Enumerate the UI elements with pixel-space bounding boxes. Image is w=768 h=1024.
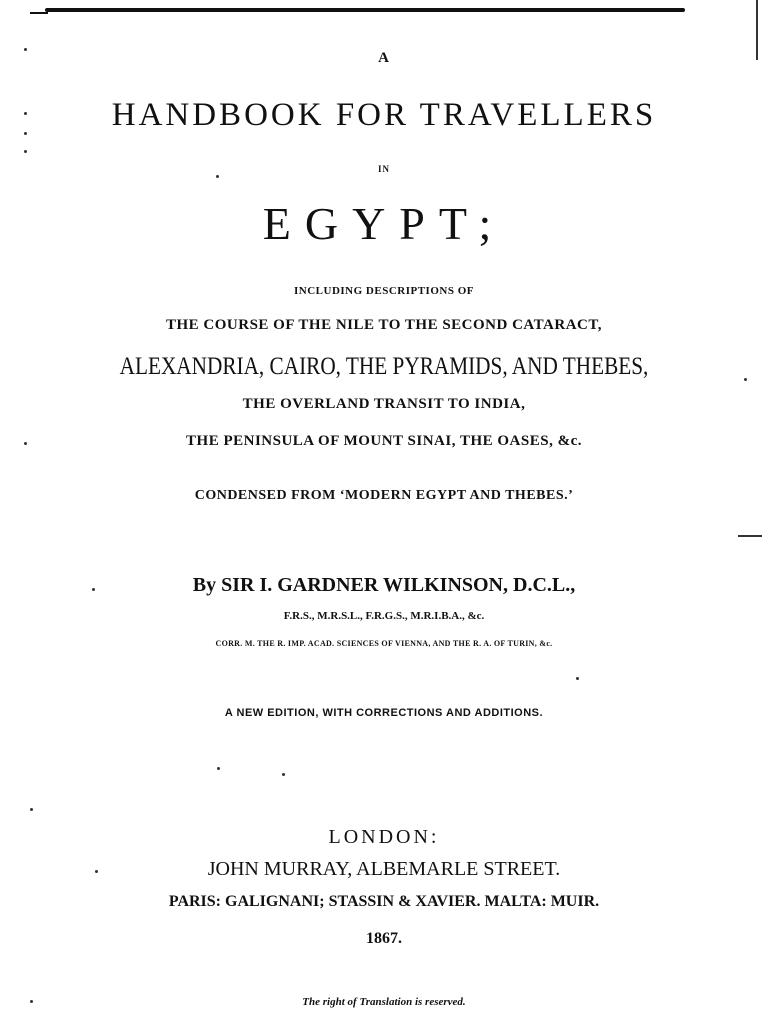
speck (24, 150, 27, 153)
title-preposition: IN (377, 164, 390, 174)
author-memberships: CORR. M. THE R. IMP. ACAD. SCIENCES OF VIENNA, AND THE R. A. OF TURIN, &c. (215, 639, 553, 648)
description-line: THE OVERLAND TRANSIT TO INDIA, (242, 396, 526, 412)
condensed-note: CONDENSED FROM ‘MODERN EGYPT AND THEBES.’ (194, 488, 574, 503)
author-line: By SIR I. GARDNER WILKINSON, D.C.L., (192, 574, 576, 596)
rights-notice: The right of Translation is reserved. (302, 996, 466, 1008)
author-credentials: F.R.S., M.R.S.L., F.R.G.S., M.R.I.B.A., &c. (283, 610, 485, 622)
imprint-publisher: JOHN MURRAY, ALBEMARLE STREET. (207, 858, 561, 880)
edition-note: A NEW EDITION, WITH CORRECTIONS AND ADDITIONS. (224, 707, 544, 719)
title-article: A (378, 50, 390, 66)
imprint-agents: PARIS: GALIGNANI; STASSIN & XAVIER. MALTA: MUIR. (168, 893, 600, 910)
description-line: THE PENINSULA OF MOUNT SINAI, THE OASES, &c. (186, 433, 582, 449)
speck (744, 378, 747, 381)
imprint-year: 1867. (366, 930, 402, 947)
top-rule-fragment (30, 12, 48, 14)
including-heading: INCLUDING DESCRIPTIONS OF (294, 285, 474, 297)
top-rule-fragment (605, 10, 645, 12)
speck (282, 773, 285, 776)
main-title: HANDBOOK FOR TRAVELLERS (111, 97, 657, 133)
page-edge-mark (738, 535, 762, 537)
top-rule (45, 8, 685, 12)
imprint-city: LONDON: (328, 826, 440, 848)
speck (576, 677, 579, 680)
speck (30, 808, 33, 811)
description-line: ALEXANDRIA, CAIRO, THE PYRAMIDS, AND THEBES, (119, 353, 649, 380)
speck (216, 175, 219, 178)
country-title: EGYPT; (262, 198, 506, 249)
description-line: THE COURSE OF THE NILE TO THE SECOND CATARACT, (165, 317, 602, 333)
speck (217, 767, 220, 770)
